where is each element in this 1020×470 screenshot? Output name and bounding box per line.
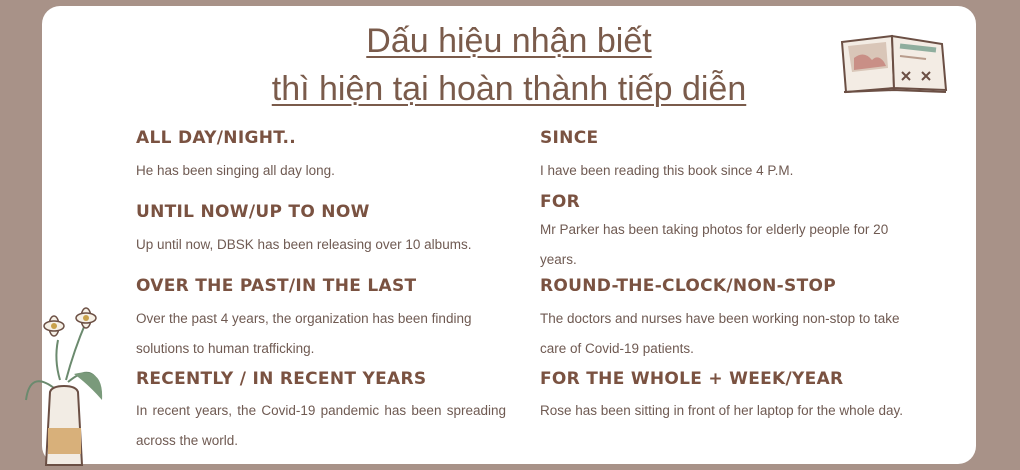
heading-recently: RECENTLY / IN RECENT YEARS <box>136 369 427 389</box>
example-round-the-clock: The doctors and nurses have been working non-stop to take care of Covid-19 patients. <box>540 311 900 356</box>
open-book-icon <box>838 32 950 96</box>
page-title-line2: thì hiện tại hoàn thành tiếp diễn <box>271 70 747 108</box>
example-all-day-night: He has been singing all day long. <box>136 163 335 178</box>
example-over-the-past: Over the past 4 years, the organization has been finding solutions to human trafficking. <box>136 311 472 356</box>
heading-until-now: UNTIL NOW/UP TO NOW <box>136 202 370 222</box>
example-for-the-whole: Rose has been sitting in front of her laptop for the whole day. <box>540 403 903 418</box>
heading-over-the-past: OVER THE PAST/IN THE LAST <box>136 276 417 296</box>
flower-vase-icon <box>24 300 114 470</box>
example-since: I have been reading this book since 4 P.M. <box>540 163 794 178</box>
example-for: Mr Parker has been taking photos for elderly people for 20 years. <box>540 222 889 267</box>
heading-since: SINCE <box>540 128 599 148</box>
heading-all-day-night: ALL DAY/NIGHT.. <box>136 128 297 148</box>
content-card <box>42 6 976 464</box>
heading-round-the-clock: ROUND-THE-CLOCK/NON-STOP <box>540 276 836 296</box>
example-recently: In recent years, the Covid-19 pandemic has been spreading across the world. <box>136 403 506 448</box>
heading-for-the-whole: FOR THE WHOLE + WEEK/YEAR <box>540 369 844 389</box>
page-title-line1: Dấu hiệu nhận biết <box>366 22 652 60</box>
heading-for: FOR <box>540 192 581 212</box>
example-until-now: Up until now, DBSK has been releasing over 10 albums. <box>136 237 472 252</box>
